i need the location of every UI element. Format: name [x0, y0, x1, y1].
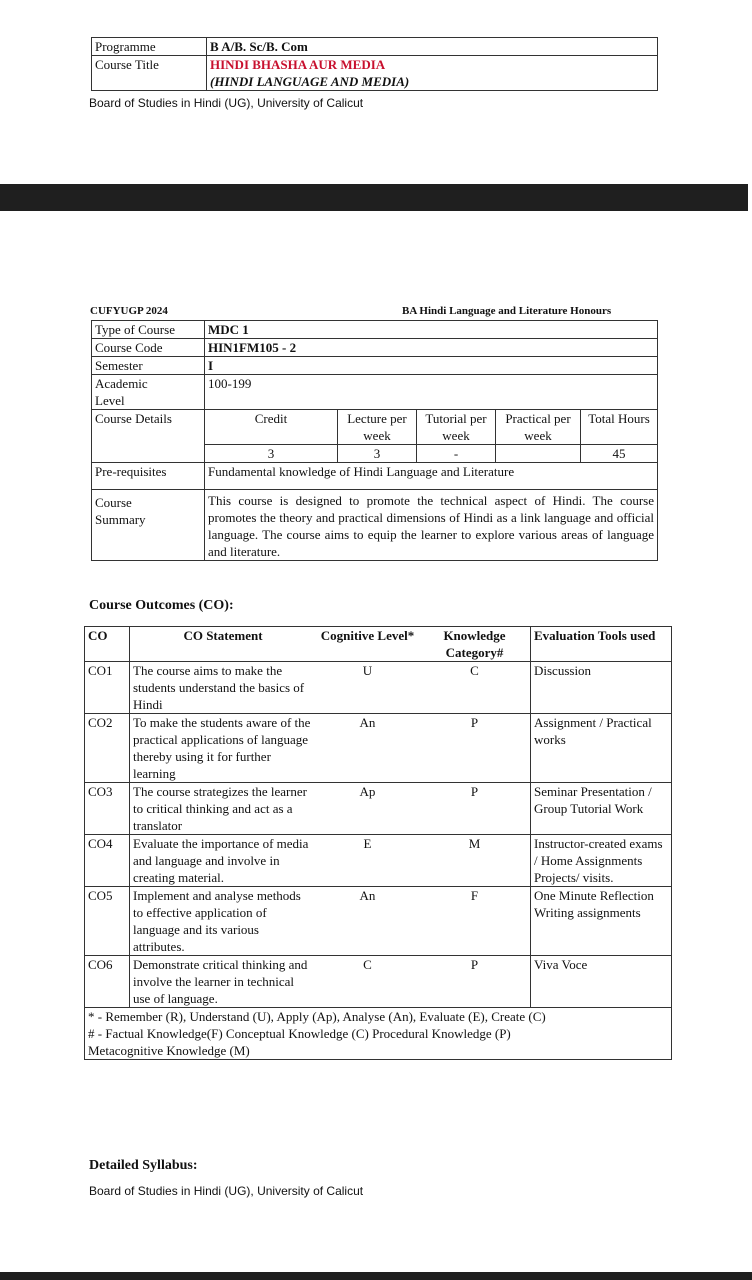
summary-label-2: Summary	[95, 512, 146, 527]
details-label: Course Details	[92, 410, 205, 463]
co-table	[84, 626, 672, 1060]
code-value: HIN1FM105 - 2	[205, 339, 658, 357]
co-statement: Evaluate the importance of media and language and involve in creating material.	[130, 835, 317, 887]
co-evaluation: Instructor-created exams / Home Assignments Projects/ visits.	[531, 835, 672, 887]
co-row	[85, 714, 672, 783]
co-id: CO6	[85, 956, 130, 1008]
level-label	[92, 375, 205, 410]
lecture-value: 3	[338, 445, 417, 463]
co-row	[85, 956, 672, 1008]
co-knowledge: P	[419, 956, 531, 1008]
co-footnote-row	[85, 1008, 672, 1060]
syllabus-heading: Detailed Syllabus:	[89, 1158, 198, 1173]
level-label-2: Level	[95, 393, 125, 408]
programme-label: Programme	[92, 38, 207, 56]
total-value: 45	[581, 445, 658, 463]
co-statement: Implement and analyse methods to effective application of language and its various attributes.	[130, 887, 317, 956]
co-cognitive: U	[316, 662, 419, 714]
co-knowledge: M	[419, 835, 531, 887]
header-right: BA Hindi Language and Literature Honours	[402, 305, 612, 317]
co-row	[85, 783, 672, 835]
co-statement: The course aims to make the students understand the basics of Hindi	[130, 662, 317, 714]
total-label: Total Hours	[581, 410, 658, 445]
co-row	[85, 835, 672, 887]
course-title-cell	[207, 56, 658, 91]
co-id: CO2	[85, 714, 130, 783]
co-id: CO3	[85, 783, 130, 835]
footnote-cognitive: * - Remember (R), Understand (U), Apply (Ap), Analyse (An), Evaluate (E), Create (C)	[88, 1009, 546, 1024]
board-line-bottom: Board of Studies in Hindi (UG), University of Calicut	[89, 1184, 364, 1198]
co-cognitive: An	[316, 887, 419, 956]
knowledge-header: Knowledge Category#	[419, 627, 531, 662]
tutorial-label: Tutorial per week	[417, 410, 496, 445]
co-knowledge: C	[419, 662, 531, 714]
co-evaluation: Discussion	[531, 662, 672, 714]
outcomes-heading: Course Outcomes (CO):	[89, 598, 234, 613]
programme-table	[91, 37, 658, 91]
course-title-label: Course Title	[92, 56, 207, 91]
practical-value	[496, 445, 581, 463]
co-evaluation: Seminar Presentation / Group Tutorial Work	[531, 783, 672, 835]
summary-label	[92, 490, 205, 561]
co-header-row	[85, 627, 672, 662]
summary-value: This course is designed to promote the technical aspect of Hindi. The course promotes the theory and practical dimensions of Hindi as a link language and official language. The course aims to equip the learner to explore various areas of language and literature.	[205, 490, 658, 561]
page-separator	[0, 184, 748, 211]
footnote-knowledge: # - Factual Knowledge(F) Conceptual Knowledge (C) Procedural Knowledge (P)	[88, 1026, 511, 1041]
co-knowledge: P	[419, 783, 531, 835]
co-cognitive: E	[316, 835, 419, 887]
co-id: CO1	[85, 662, 130, 714]
page-bottom-edge	[0, 1272, 752, 1280]
co-cognitive: Ap	[316, 783, 419, 835]
code-label: Course Code	[92, 339, 205, 357]
co-header: CO	[85, 627, 130, 662]
credit-label: Credit	[205, 410, 338, 445]
co-id: CO5	[85, 887, 130, 956]
co-statement: To make the students aware of the practical applications of language thereby using it for further learning	[130, 714, 317, 783]
type-value: MDC 1	[205, 321, 658, 339]
semester-value: I	[205, 357, 658, 375]
co-cognitive: C	[316, 956, 419, 1008]
course-info-table	[91, 320, 658, 561]
prereq-value: Fundamental knowledge of Hindi Language and Literature	[205, 463, 658, 490]
level-value: 100-199	[205, 375, 658, 410]
co-cognitive: An	[316, 714, 419, 783]
co-statement: Demonstrate critical thinking and involve the learner in technical use of language.	[130, 956, 317, 1008]
tutorial-value: -	[417, 445, 496, 463]
course-title-sub: (HINDI LANGUAGE AND MEDIA)	[210, 74, 410, 89]
board-line-top: Board of Studies in Hindi (UG), University of Calicut	[89, 96, 364, 110]
co-row	[85, 662, 672, 714]
evaluation-header: Evaluation Tools used	[531, 627, 672, 662]
header-left: CUFYUGP 2024	[90, 305, 168, 317]
co-statement: The course strategizes the learner to critical thinking and act as a translator	[130, 783, 317, 835]
footnote-metacognitive: Metacognitive Knowledge (M)	[88, 1043, 250, 1058]
co-evaluation: Assignment / Practical works	[531, 714, 672, 783]
co-knowledge: F	[419, 887, 531, 956]
credit-value: 3	[205, 445, 338, 463]
programme-value: B A/B. Sc/B. Com	[207, 38, 658, 56]
lecture-label: Lecture per week	[338, 410, 417, 445]
level-label-1: Academic	[95, 376, 148, 391]
details-subtable	[205, 410, 657, 462]
prereq-label: Pre-requisites	[92, 463, 205, 490]
course-title-value: HINDI BHASHA AUR MEDIA	[210, 57, 386, 72]
co-knowledge: P	[419, 714, 531, 783]
type-label: Type of Course	[92, 321, 205, 339]
semester-label: Semester	[92, 357, 205, 375]
statement-header: CO Statement	[130, 627, 317, 662]
co-evaluation: One Minute Reflection Writing assignments	[531, 887, 672, 956]
practical-label: Practical per week	[496, 410, 581, 445]
co-evaluation: Viva Voce	[531, 956, 672, 1008]
co-row	[85, 887, 672, 956]
summary-label-1: Course	[95, 495, 132, 510]
details-cell	[205, 410, 658, 463]
cognitive-header: Cognitive Level*	[316, 627, 419, 662]
co-footnotes	[85, 1008, 672, 1060]
co-id: CO4	[85, 835, 130, 887]
